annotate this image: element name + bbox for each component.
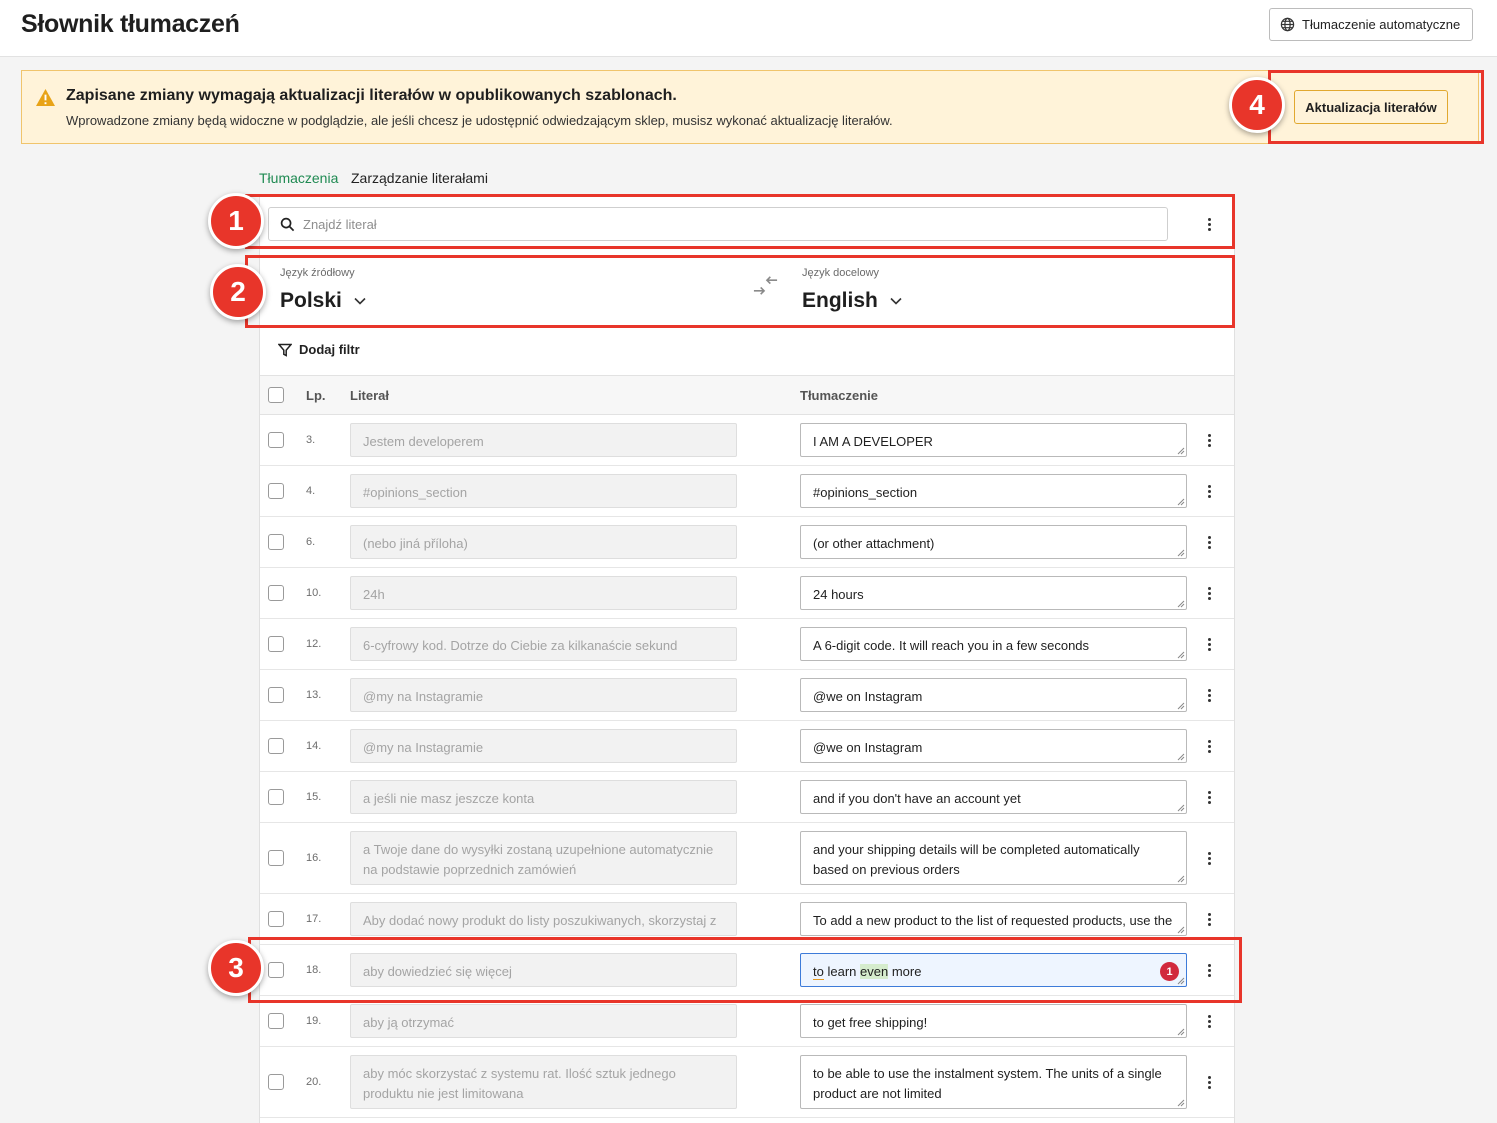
translation-text: and if you don't have an account yet [813, 791, 1021, 806]
literal-field: 24h [350, 576, 737, 610]
translation-field[interactable] [800, 902, 1187, 936]
table-row [260, 619, 1234, 670]
page-title: Słownik tłumaczeń [21, 10, 240, 38]
resize-grip-icon[interactable] [1177, 447, 1185, 455]
row-more-menu-icon[interactable] [1199, 481, 1219, 501]
row-lp: 10. [306, 587, 322, 599]
literal-field: aby dowiedzieć się więcej [350, 953, 737, 987]
resize-grip-icon[interactable] [1177, 702, 1185, 710]
row-more-menu-icon[interactable] [1199, 1011, 1219, 1031]
resize-grip-icon[interactable] [1177, 753, 1185, 761]
target-language-value: English [802, 289, 878, 312]
column-translation: Tłumaczenie [800, 388, 879, 403]
literal-field: Aby dodać nowy produkt do listy poszukiwanych, skorzystaj z [350, 902, 737, 936]
translation-text: #opinions_section [813, 485, 918, 500]
table-row [260, 415, 1234, 466]
row-checkbox[interactable] [268, 1013, 284, 1029]
add-filter-label: Dodaj filtr [299, 342, 360, 357]
translation-text: (or other attachment) [813, 536, 935, 551]
translation-text: and your shipping details will be completed automatically based on previous orders [813, 842, 1140, 877]
top-bar [0, 0, 1497, 57]
translation-field[interactable] [800, 474, 1187, 508]
row-more-menu-icon[interactable] [1199, 787, 1219, 807]
table-row [260, 996, 1234, 1047]
resize-grip-icon[interactable] [1177, 875, 1185, 883]
translation-field[interactable] [800, 780, 1187, 814]
resize-grip-icon[interactable] [1177, 498, 1185, 506]
table-row [260, 721, 1234, 772]
warning-icon [35, 88, 56, 107]
resize-grip-icon[interactable] [1177, 804, 1185, 812]
resize-grip-icon[interactable] [1177, 926, 1185, 934]
row-checkbox[interactable] [268, 483, 284, 499]
row-checkbox[interactable] [268, 432, 284, 448]
row-more-menu-icon[interactable] [1199, 1072, 1219, 1092]
translation-field[interactable] [800, 423, 1187, 457]
row-lp: 6. [306, 536, 316, 548]
row-lp: 13. [306, 689, 322, 701]
translation-text: I AM A DEVELOPER [813, 434, 933, 449]
error-count-badge[interactable]: 1 [1160, 962, 1179, 981]
literal-field: @my na Instagramie [350, 678, 737, 712]
literal-field: Jestem developerem [350, 423, 737, 457]
table-row [260, 1047, 1234, 1118]
translation-field[interactable] [800, 1055, 1187, 1109]
literal-field: aby ją otrzymać [350, 1004, 737, 1038]
literal-field: @my na Instagramie [350, 729, 737, 763]
translation-text: @we on Instagram [813, 740, 923, 755]
translation-field[interactable] [800, 678, 1187, 712]
filter-icon [278, 343, 292, 357]
table-row [260, 823, 1234, 894]
annotation-badge-4: 4 [1229, 77, 1285, 133]
row-checkbox[interactable] [268, 687, 284, 703]
resize-grip-icon[interactable] [1177, 1028, 1185, 1036]
translation-word: learn [827, 964, 857, 979]
annotation-badge-3: 3 [208, 940, 264, 996]
row-checkbox[interactable] [268, 636, 284, 652]
translation-word: to [813, 964, 824, 979]
translation-field[interactable] [800, 831, 1187, 885]
table-row [260, 517, 1234, 568]
target-language-label: Język docelowy [802, 267, 880, 279]
annotation-box-3 [248, 937, 1242, 1003]
literal-field: aby móc skorzystać z systemu rat. Ilość sztuk jednego produktu nie jest limitowana [350, 1055, 737, 1109]
translation-text: to be able to use the instalment system. The units of a single product are not limited [813, 1066, 1162, 1101]
add-filter-button[interactable] [278, 342, 360, 357]
row-more-menu-icon[interactable] [1199, 532, 1219, 552]
table-row [260, 670, 1234, 721]
row-checkbox[interactable] [268, 789, 284, 805]
resize-grip-icon[interactable] [1177, 600, 1185, 608]
translation-word: more [891, 964, 922, 979]
row-lp: 18. [306, 964, 322, 976]
row-checkbox[interactable] [268, 534, 284, 550]
row-checkbox[interactable] [268, 911, 284, 927]
literal-field: 6-cyfrowy kod. Dotrze do Ciebie za kilkanaście sekund [350, 627, 737, 661]
annotation-box-2 [245, 255, 1235, 328]
row-more-menu-icon[interactable] [1199, 848, 1219, 868]
translation-word-highlighted: even [860, 964, 889, 979]
source-language-label: Język źródłowy [280, 267, 355, 279]
column-literal: Literał [350, 388, 390, 403]
row-lp: 15. [306, 791, 322, 803]
tab-translations[interactable]: Tłumaczenia [259, 170, 339, 186]
column-lp: Lp. [306, 388, 326, 403]
warning-title: Zapisane zmiany wymagają aktualizacji literałów w opublikowanych szablonach. [66, 87, 677, 104]
row-lp: 4. [306, 485, 316, 497]
literal-field: (nebo jiná příloha) [350, 525, 737, 559]
row-lp: 12. [306, 638, 322, 650]
row-more-menu-icon[interactable] [1199, 736, 1219, 756]
annotation-box-4 [1268, 70, 1484, 144]
literal-field: a jeśli nie masz jeszcze konta [350, 780, 737, 814]
translation-text: 24 hours [813, 587, 864, 602]
auto-translate-button[interactable] [1269, 8, 1473, 41]
select-all-checkbox[interactable] [268, 387, 284, 403]
annotation-box-1 [245, 194, 1235, 249]
row-lp: 19. [306, 1015, 322, 1027]
row-checkbox[interactable] [268, 850, 284, 866]
row-lp: 17. [306, 913, 322, 925]
row-checkbox[interactable] [268, 738, 284, 754]
warning-text: Wprowadzone zmiany będą widoczne w podglądzie, ale jeśli chcesz je udostępnić odwiedzającym sklep, musisz wykonać aktualizację literałów. [66, 113, 893, 128]
translation-text: @we on Instagram [813, 689, 923, 704]
translation-text: To add a new product to the list of requested products, use the [813, 913, 1173, 928]
translation-field[interactable] [800, 525, 1187, 559]
translation-field[interactable] [800, 627, 1187, 661]
tab-literal-management[interactable]: Zarządzanie literałami [351, 170, 488, 186]
row-lp: 16. [306, 852, 322, 864]
annotation-badge-1: 1 [208, 193, 264, 249]
literal-field: a Twoje dane do wysyłki zostaną uzupełnione automatycznie na podstawie poprzednich zamówień [350, 831, 737, 885]
row-more-menu-icon[interactable] [1199, 909, 1219, 929]
source-language-value: Polski [280, 289, 342, 312]
translation-field[interactable] [800, 1004, 1187, 1038]
translation-field[interactable] [800, 729, 1187, 763]
row-more-menu-icon[interactable] [1199, 685, 1219, 705]
translation-text: to get free shipping! [813, 1015, 928, 1030]
globe-icon [1280, 17, 1295, 32]
table-header [260, 375, 1234, 415]
annotation-badge-2: 2 [210, 264, 266, 320]
table-row [260, 466, 1234, 517]
row-more-menu-icon[interactable] [1199, 634, 1219, 654]
resize-grip-icon[interactable] [1177, 549, 1185, 557]
row-lp: 3. [306, 434, 316, 446]
table-row [260, 568, 1234, 619]
translation-text: A 6-digit code. It will reach you in a few seconds [813, 638, 1090, 653]
row-more-menu-icon[interactable] [1199, 583, 1219, 603]
update-literals-button[interactable]: Aktualizacja literałów [1294, 90, 1448, 124]
literal-field: #opinions_section [350, 474, 737, 508]
table-row [260, 772, 1234, 823]
row-lp: 20. [306, 1076, 322, 1088]
row-lp: 14. [306, 740, 322, 752]
row-checkbox[interactable] [268, 585, 284, 601]
row-more-menu-icon[interactable] [1199, 430, 1219, 450]
translation-field[interactable] [800, 576, 1187, 610]
row-checkbox[interactable] [268, 1074, 284, 1090]
resize-grip-icon[interactable] [1177, 651, 1185, 659]
resize-grip-icon[interactable] [1177, 1099, 1185, 1107]
auto-translate-label: Tłumaczenie automatyczne [1302, 17, 1461, 32]
